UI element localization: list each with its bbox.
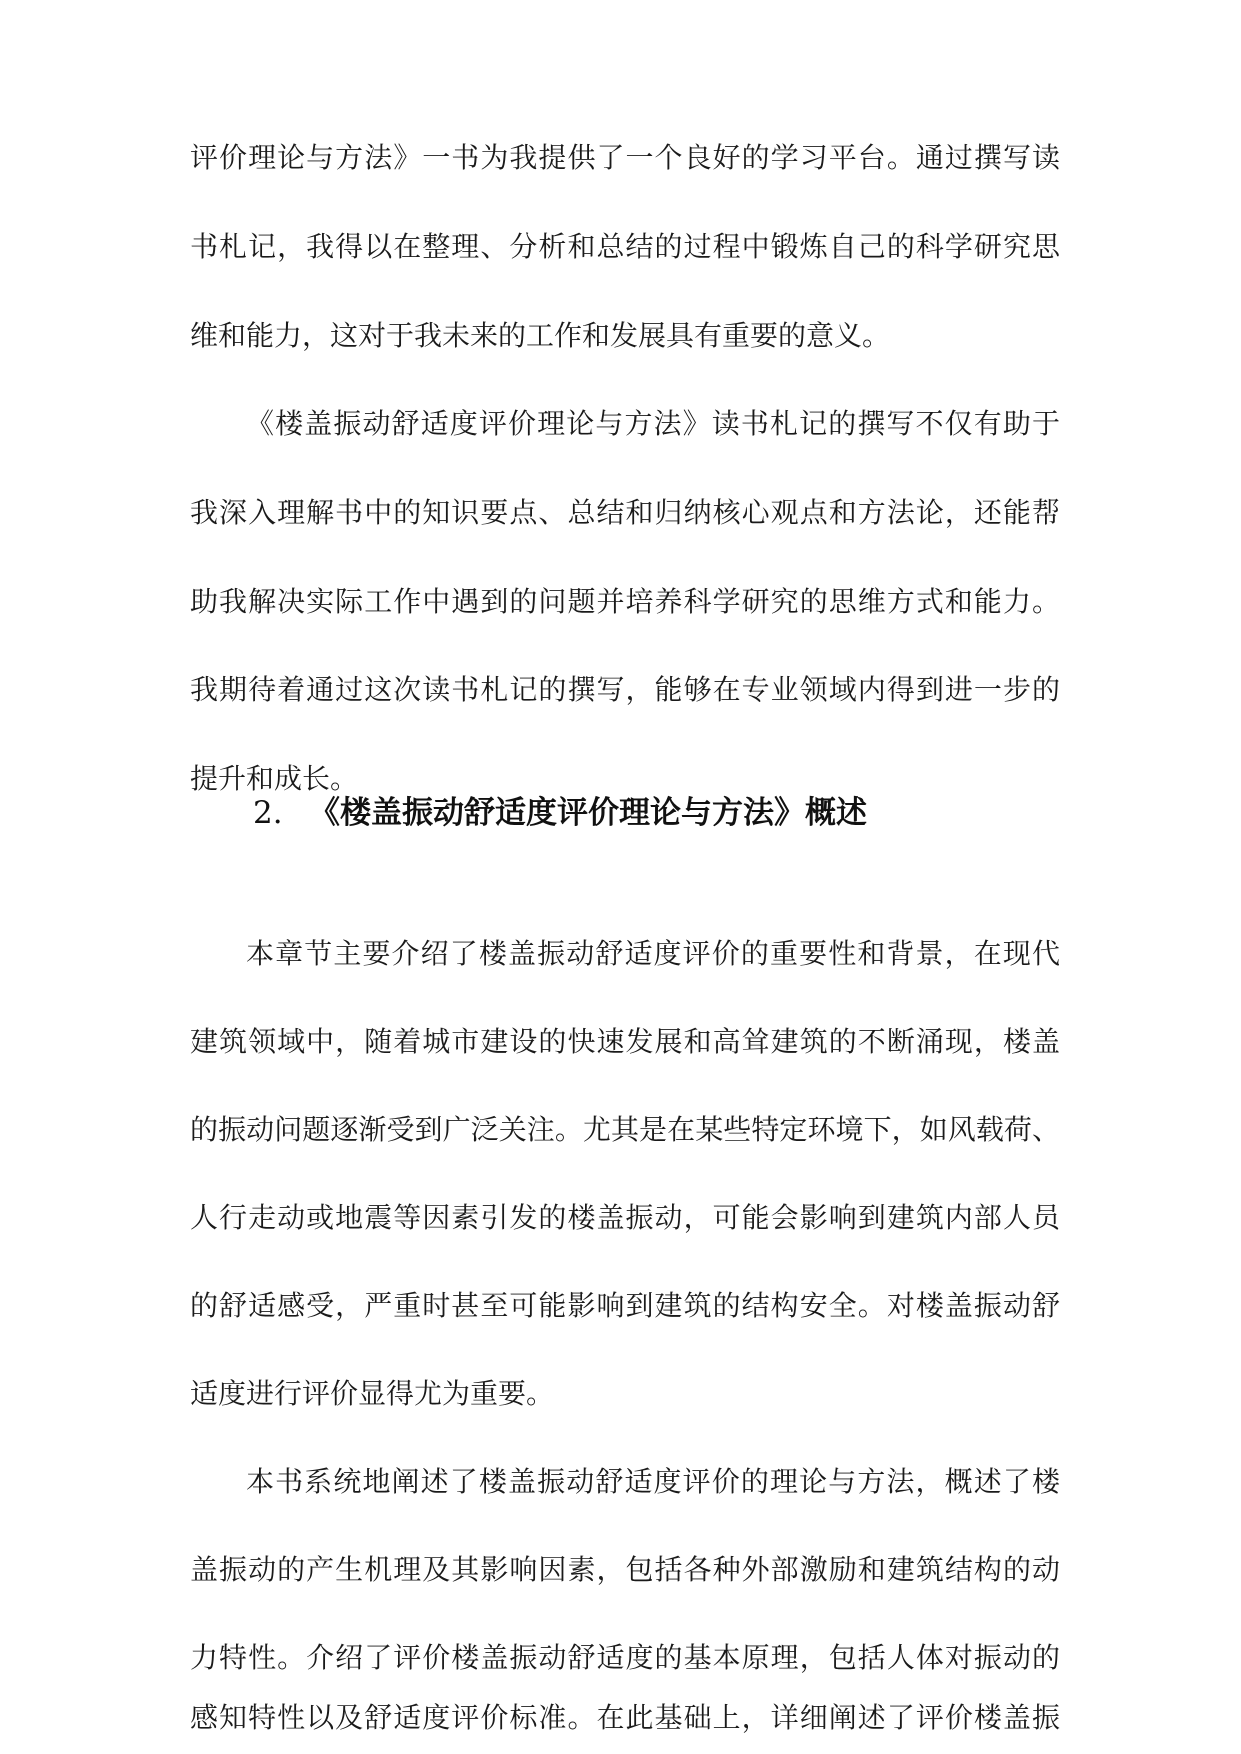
paragraph-3-line-1: 本章节主要介绍了楼盖振动舒适度评价的重要性和背景，在现代 [246,937,1060,970]
paragraph-3-line-2: 建筑领域中，随着城市建设的快速发展和高耸建筑的不断涌现，楼盖 [190,1025,1060,1058]
paragraph-1-line-2: 书札记，我得以在整理、分析和总结的过程中锻炼自己的科学研究思 [190,230,1060,263]
paragraph-3-line-3: 的振动问题逐渐受到广泛关注。尤其是在某些特定环境下，如风载荷、 [190,1113,1060,1146]
section-heading [253,791,867,835]
paragraph-4-line-1: 本书系统地阐述了楼盖振动舒适度评价的理论与方法，概述了楼 [246,1465,1060,1498]
paragraph-2-line-4: 我期待着通过这次读书札记的撰写，能够在专业领域内得到进一步的 [190,673,1060,706]
paragraph-2-line-3: 助我解决实际工作中遇到的问题并培养科学研究的思维方式和能力。 [190,585,1060,618]
paragraph-4-line-2: 盖振动的产生机理及其影响因素，包括各种外部激励和建筑结构的动 [190,1553,1060,1586]
paragraph-4-line-4: 感知特性以及舒适度评价标准。在此基础上，详细阐述了评价楼盖振 [190,1701,1060,1734]
section-title: 《楼盖振动舒适度评价理论与方法》概述 [309,795,867,831]
paragraph-1-line-1: 评价理论与方法》一书为我提供了一个良好的学习平台。通过撰写读 [190,141,1060,174]
paragraph-4-line-3: 力特性。介绍了评价楼盖振动舒适度的基本原理，包括人体对振动的 [190,1641,1060,1674]
paragraph-3-line-6: 适度进行评价显得尤为重要。 [190,1377,555,1410]
section-number: 2. [253,795,283,831]
paragraph-2-line-1: 《楼盖振动舒适度评价理论与方法》读书札记的撰写不仅有助于 [246,407,1060,440]
paragraph-3-line-4: 人行走动或地震等因素引发的楼盖振动，可能会影响到建筑内部人员 [190,1201,1060,1234]
paragraph-2-line-5: 提升和成长。 [190,762,359,795]
paragraph-2-line-2: 我深入理解书中的知识要点、总结和归纳核心观点和方法论，还能帮 [190,496,1060,529]
paragraph-1-line-3: 维和能力，这对于我未来的工作和发展具有重要的意义。 [190,319,891,352]
paragraph-3-line-5: 的舒适感受，严重时甚至可能影响到建筑的结构安全。对楼盖振动舒 [190,1289,1060,1322]
